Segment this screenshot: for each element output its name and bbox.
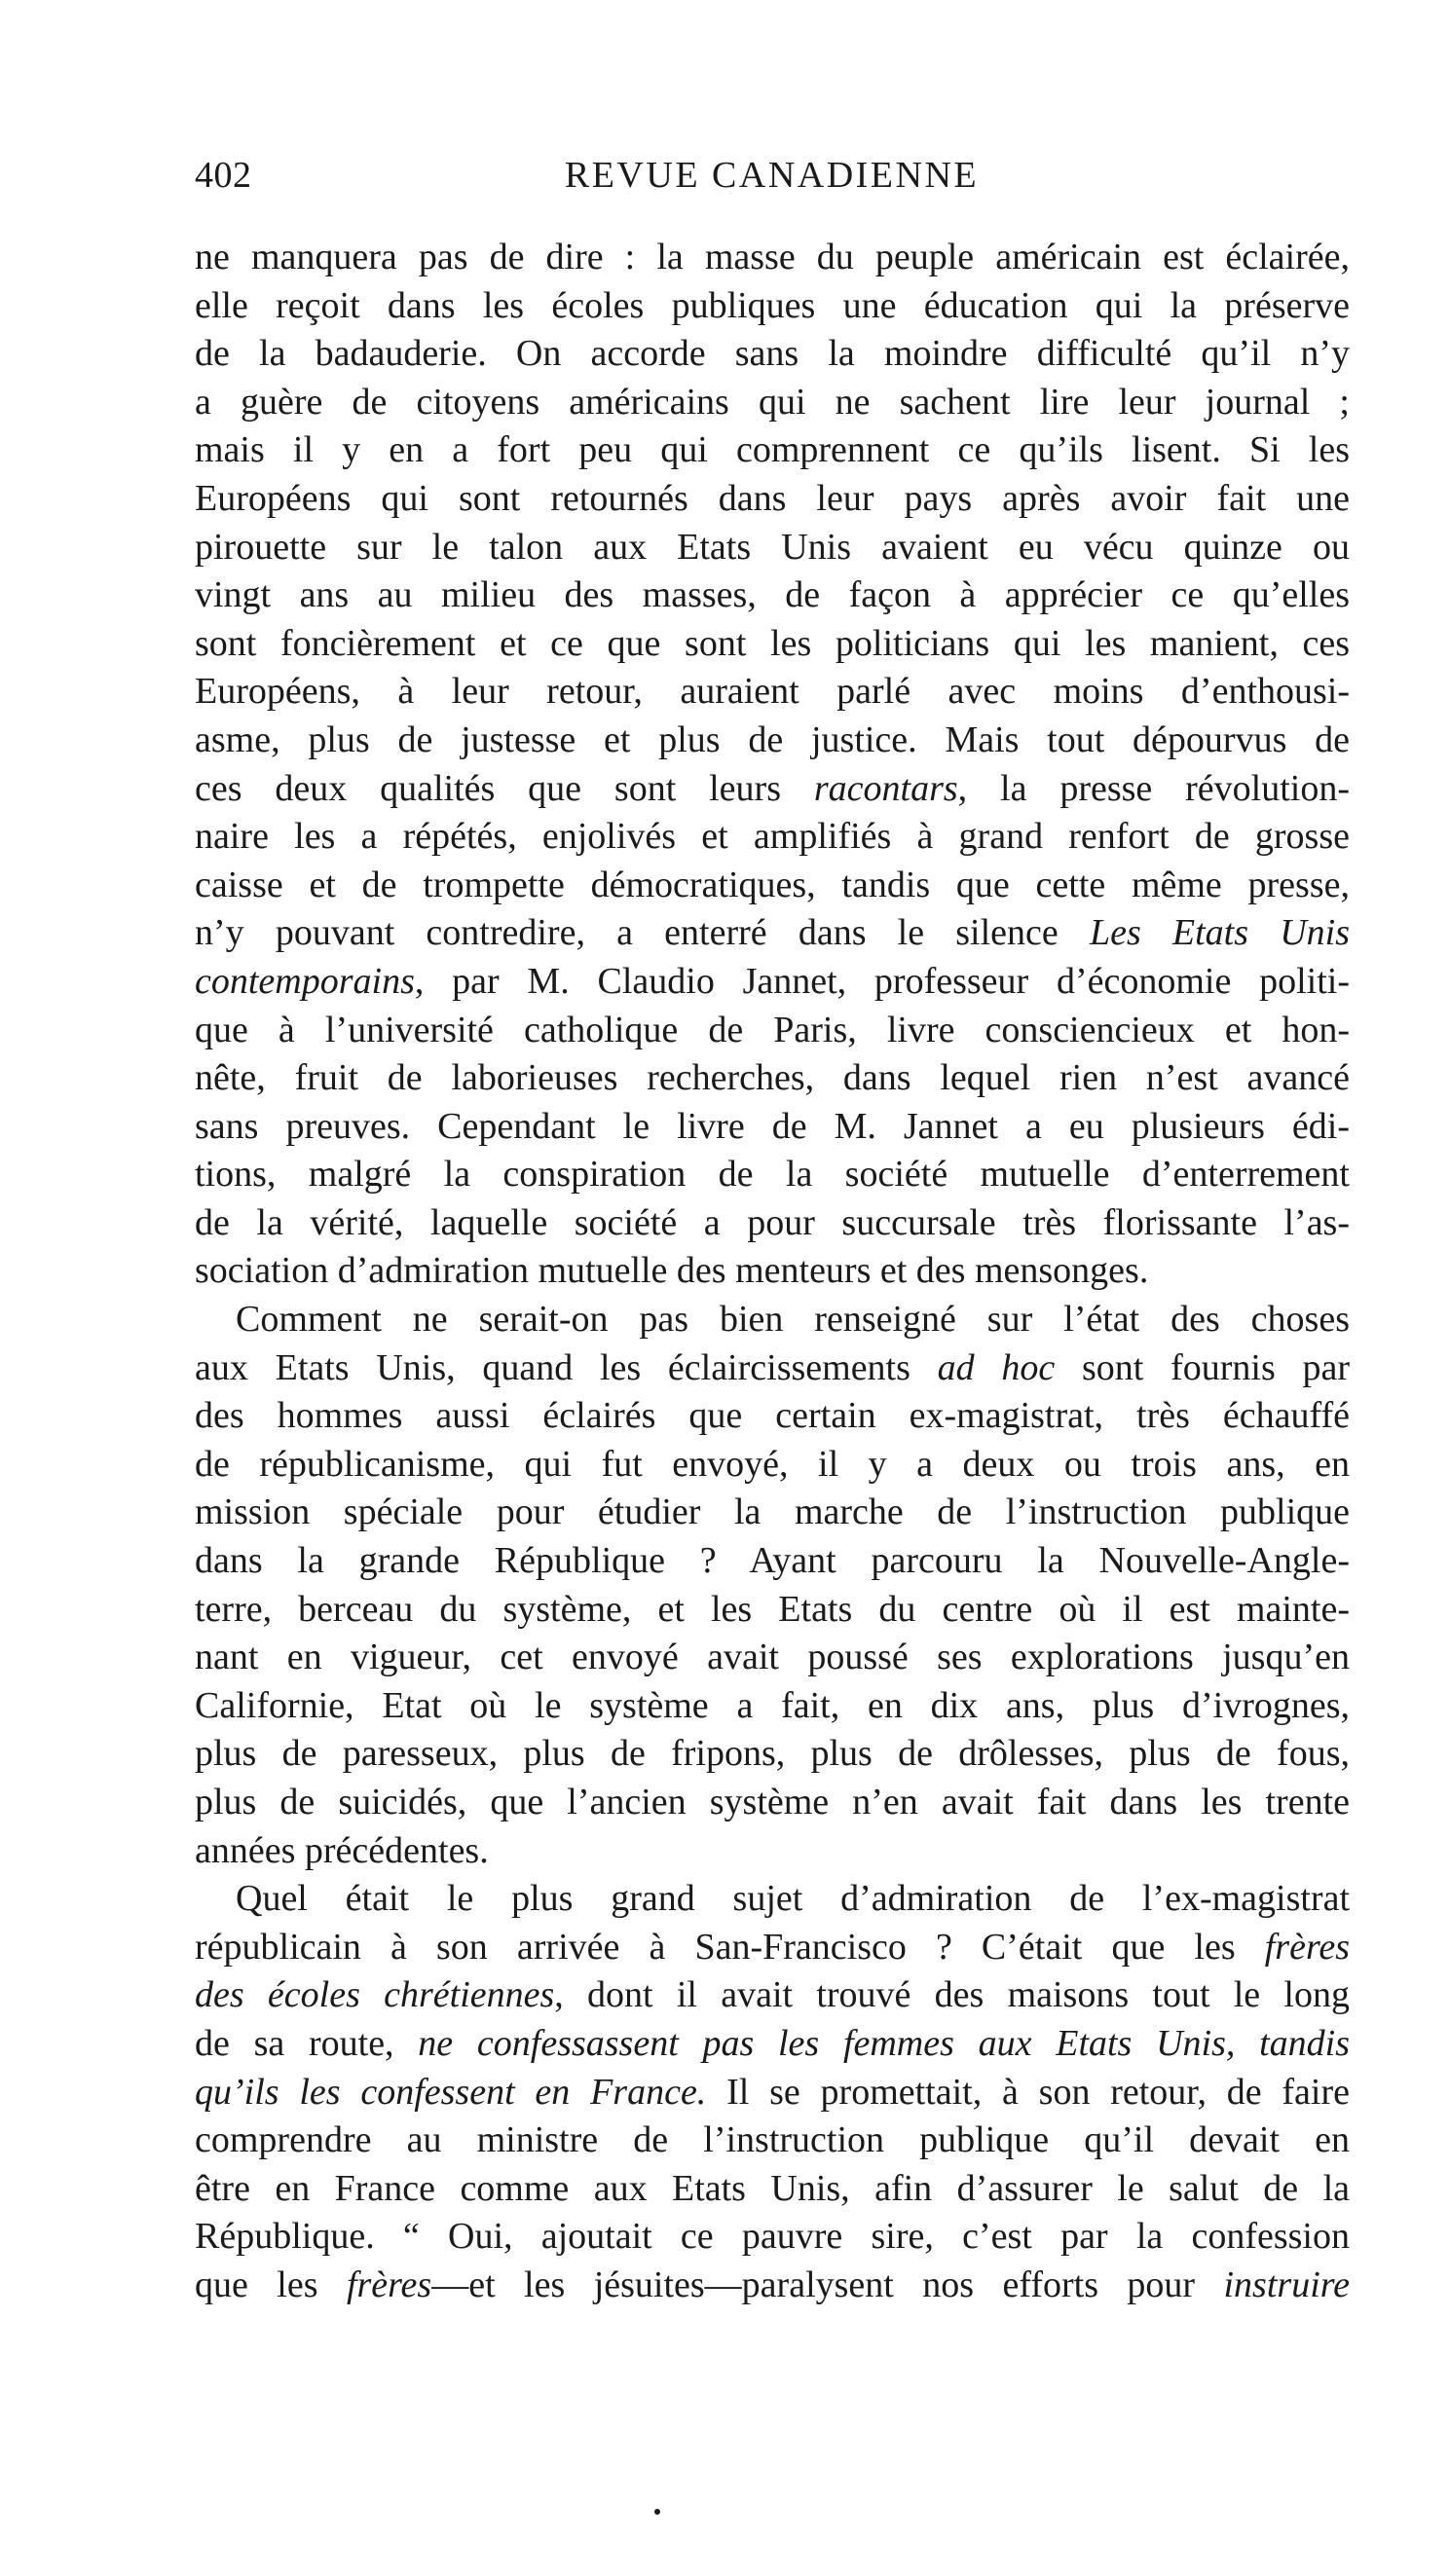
text-line bbox=[195, 1779, 1350, 1827]
text-segment: a guère de citoyens américains qui ne sachent lire leur journal ; bbox=[195, 381, 1350, 423]
italic-text: contemporains bbox=[195, 960, 415, 1002]
text-line bbox=[195, 1924, 1350, 1972]
text-segment: vingt ans au milieu des masses, de façon à apprécier ce qu’elles bbox=[195, 574, 1350, 616]
running-head: REVUE CANADIENNE bbox=[564, 155, 980, 196]
text-line bbox=[195, 1151, 1350, 1199]
text-segment: naire les a répétés, enjolivés et amplifiés à grand renfort de grosse bbox=[195, 816, 1350, 858]
italic-text: ne confessassent pas les femmes aux Etats Unis, tandis bbox=[418, 2022, 1350, 2064]
text-line bbox=[195, 524, 1350, 572]
text-segment: caisse et de trompette démocratiques, tandis que cette même presse, bbox=[195, 864, 1350, 905]
text-line bbox=[195, 330, 1350, 379]
text-segment: Européens, à leur retour, auraient parlé avec moins d’enthousi- bbox=[195, 671, 1350, 713]
text-segment: asme, plus de justesse et plus de justice. Mais tout dépourvus de bbox=[195, 718, 1350, 760]
text-segment: République. “ Oui, ajoutait ce pauvre sire, c’est par la confession bbox=[195, 2216, 1350, 2258]
italic-text: racontars bbox=[813, 767, 958, 809]
text-line bbox=[195, 1296, 1350, 1344]
text-segment: Californie, Etat où le système a fait, en dix ans, plus d’ivrognes, bbox=[195, 1684, 1350, 1726]
text-line bbox=[195, 1634, 1350, 1682]
text-segment: de la vérité, laquelle société a pour succursale très florissante l’as- bbox=[195, 1201, 1350, 1243]
text-line bbox=[195, 2020, 1350, 2069]
text-line bbox=[195, 571, 1350, 620]
italic-text: frères bbox=[1264, 1926, 1350, 1968]
text-segment: sont foncièrement et ce que sont les politicians qui les manient, ces bbox=[195, 622, 1350, 664]
text-segment: Il se promettait, à son retour, de faire bbox=[706, 2071, 1350, 2113]
text-segment: que à l’université catholique de Paris, livre consciencieux et hon- bbox=[195, 1009, 1350, 1050]
text-segment: de sa route, bbox=[195, 2022, 419, 2064]
text-line bbox=[195, 234, 1350, 282]
italic-text: des écoles chrétiennes bbox=[195, 1974, 555, 2016]
text-line bbox=[195, 1441, 1350, 1490]
text-line bbox=[195, 475, 1350, 524]
text-line bbox=[195, 2116, 1350, 2165]
text-segment: que les bbox=[195, 2263, 347, 2305]
italic-text: instruire bbox=[1223, 2263, 1350, 2305]
text-line bbox=[195, 862, 1350, 910]
text-line bbox=[195, 1103, 1350, 1152]
text-segment: ne manquera pas de dire : la masse du peuple américain est éclairée, bbox=[195, 237, 1350, 277]
text-segment: dans la grande République ? Ayant parcouru la Nouvelle-Angle- bbox=[195, 1540, 1350, 1582]
text-segment: , la presse révolution- bbox=[957, 767, 1350, 809]
text-segment: mission spéciale pour étudier la marche de l’instruction publique bbox=[195, 1491, 1350, 1533]
printer-mark bbox=[654, 2509, 660, 2515]
text-segment: Quel était le plus grand sujet d’admiration de l’ex-magistrat bbox=[236, 1878, 1350, 1920]
text-line bbox=[195, 282, 1350, 331]
text-line bbox=[195, 2069, 1350, 2117]
text-segment: aux Etats Unis, quand les éclaircissements bbox=[195, 1346, 938, 1388]
text-segment: ces deux qualités que sont leurs bbox=[195, 767, 814, 809]
text-segment: être en France comme aux Etats Unis, afin d’assurer le salut de la bbox=[195, 2167, 1350, 2209]
text-segment: elle reçoit dans les écoles publiques une éducation qui la préserve bbox=[195, 284, 1350, 326]
text-line bbox=[195, 1875, 1350, 1924]
page-number: 402 bbox=[195, 155, 252, 196]
italic-text: ad hoc bbox=[937, 1346, 1056, 1388]
italic-text: Les Etats Unis bbox=[1089, 912, 1350, 954]
text-line bbox=[195, 1054, 1350, 1103]
text-line bbox=[195, 717, 1350, 765]
italic-text: frères bbox=[346, 2263, 432, 2305]
text-segment: , dont il avait trouvé des maisons tout le long bbox=[554, 1974, 1350, 2016]
text-line bbox=[195, 379, 1350, 427]
text-segment: pirouette sur le talon aux Etats Unis avaient eu vécu quinze ou bbox=[195, 526, 1350, 568]
text-line bbox=[195, 620, 1350, 669]
text-line bbox=[195, 1392, 1350, 1441]
body-text bbox=[195, 234, 1350, 2310]
text-segment: nant en vigueur, cet envoyé avait poussé ses explorations jusqu’en bbox=[195, 1637, 1350, 1678]
text-line bbox=[195, 1730, 1350, 1779]
text-line bbox=[195, 2262, 1350, 2310]
text-line bbox=[195, 813, 1350, 862]
text-line bbox=[195, 1199, 1350, 1248]
text-segment: années précédentes. bbox=[195, 1829, 489, 1871]
text-line bbox=[195, 668, 1350, 717]
text-segment: Comment ne serait-on pas bien renseigné sur l’état des choses bbox=[236, 1299, 1350, 1341]
text-line bbox=[195, 1537, 1350, 1586]
text-segment: de républicanisme, qui fut envoyé, il y a deux ou trois ans, en bbox=[195, 1443, 1350, 1485]
text-line bbox=[195, 1344, 1350, 1393]
text-line bbox=[195, 1682, 1350, 1731]
text-line bbox=[195, 1247, 1350, 1296]
text-line bbox=[195, 909, 1350, 958]
text-line bbox=[195, 1586, 1350, 1635]
text-line bbox=[195, 1971, 1350, 2020]
text-segment: tions, malgré la conspiration de la société mutuelle d’enterrement bbox=[195, 1154, 1350, 1196]
text-line bbox=[195, 1007, 1350, 1055]
italic-text: qu’ils les confessent en France. bbox=[195, 2071, 707, 2113]
text-segment: plus de paresseux, plus de fripons, plus de drôlesses, plus de fous, bbox=[195, 1733, 1350, 1775]
text-segment: sans preuves. Cependant le livre de M. Jannet a eu plusieurs édi- bbox=[195, 1105, 1350, 1147]
text-segment: républicain à son arrivée à San-Francisco ? C’était que les bbox=[195, 1926, 1265, 1968]
text-segment: nête, fruit de laborieuses recherches, dans lequel rien n’est avancé bbox=[195, 1057, 1350, 1099]
text-segment: n’y pouvant contredire, a enterré dans le silence bbox=[195, 912, 1090, 954]
page-header bbox=[195, 154, 1349, 204]
text-segment: sont fournis par bbox=[1055, 1346, 1350, 1388]
text-segment: plus de suicidés, que l’ancien système n’en avait fait dans les trente bbox=[195, 1782, 1350, 1822]
text-segment: des hommes aussi éclairés que certain ex-magistrat, très échauffé bbox=[195, 1395, 1350, 1437]
text-line bbox=[195, 426, 1350, 475]
text-segment: de la badauderie. On accorde sans la moindre difficulté qu’il n’y bbox=[195, 333, 1350, 375]
text-line bbox=[195, 2165, 1350, 2214]
text-segment: sociation d’admiration mutuelle des menteurs et des mensonges. bbox=[195, 1250, 1149, 1292]
text-segment: , par M. Claudio Jannet, professeur d’économie politi- bbox=[414, 960, 1350, 1002]
text-segment: comprendre au ministre de l’instruction publique qu’il devait en bbox=[195, 2119, 1350, 2161]
text-line bbox=[195, 765, 1350, 814]
text-line bbox=[195, 1827, 1350, 1876]
text-line bbox=[195, 1489, 1350, 1537]
text-segment: Européens qui sont retournés dans leur pays après avoir fait une bbox=[195, 477, 1350, 519]
text-segment: terre, berceau du système, et les Etats du centre où il est mainte- bbox=[195, 1588, 1350, 1630]
text-line bbox=[195, 2213, 1350, 2262]
text-segment: mais il y en a fort peu qui comprennent ce qu’ils lisent. Si les bbox=[195, 429, 1350, 471]
text-segment: —et les jésuites—paralysent nos efforts pour bbox=[431, 2263, 1224, 2305]
text-line bbox=[195, 958, 1350, 1007]
